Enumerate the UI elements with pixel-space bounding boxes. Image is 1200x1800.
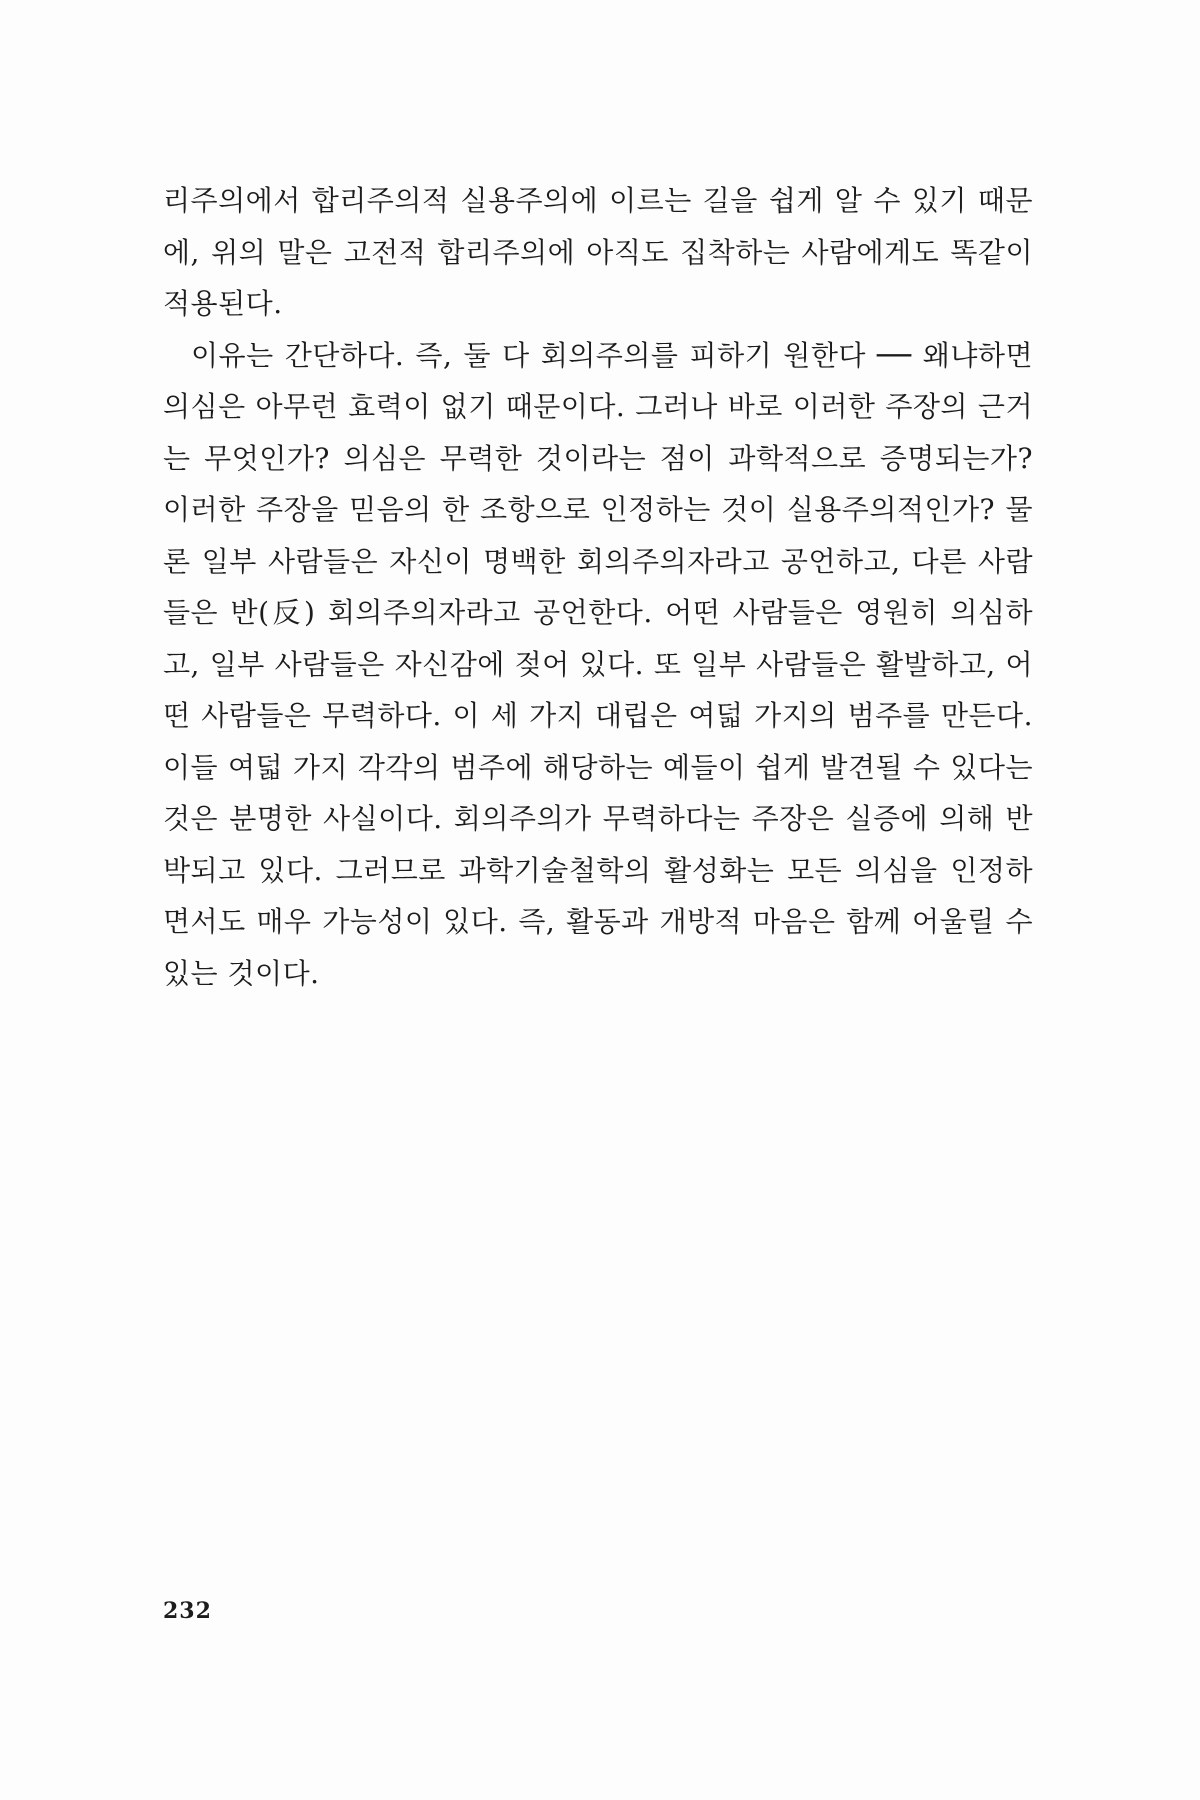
page-number: 232 [163, 1598, 212, 1624]
paragraph-skepticism: 이유는 간단하다. 즉, 둘 다 회의주의를 피하기 원한다 ── 왜냐하면 의심은 아무런 효력이 없기 때문이다. 그러나 바로 이러한 주장의 근거는 무엇인가? 의심은 무력한 것이라는 점이 과학적으로 증명되는가? 이러한 주장을 믿음의 한 조항으로 인정하는 것이 실용주의적인가? 물론 일부 사람들은 자신이 명백한 회의주의자라고 공언하고, 다른 사람들은 반(反) 회의주의자라고 공언한다. 어떤 사람들은 영원히 의심하고, 일부 사람들은 자신감에 젖어 있다. 또 일부 사람들은 활발하고, 어떤 사람들은 무력하다. 이 세 가지 대립은 여덟 가지의 범주를 만든다. 이들 여덟 가지 각각의 범주에 해당하는 예들이 쉽게 발견될 수 있다는 것은 분명한 사실이다. 회의주의가 무력하다는 주장은 실증에 의해 반박되고 있다. 그러므로 과학기술철학의 활성화는 모든 의심을 인정하면서도 매우 가능성이 있다. 즉, 활동과 개방적 마음은 함께 어울릴 수 있는 것이다. [163, 338, 1033, 990]
paragraph-continuation: 리주의에서 합리주의적 실용주의에 이르는 길을 쉽게 알 수 있기 때문에, 위의 말은 고전적 합리주의에 아직도 집착하는 사람에게도 똑같이 적용된다. [163, 184, 1033, 320]
body-text [163, 175, 1033, 999]
